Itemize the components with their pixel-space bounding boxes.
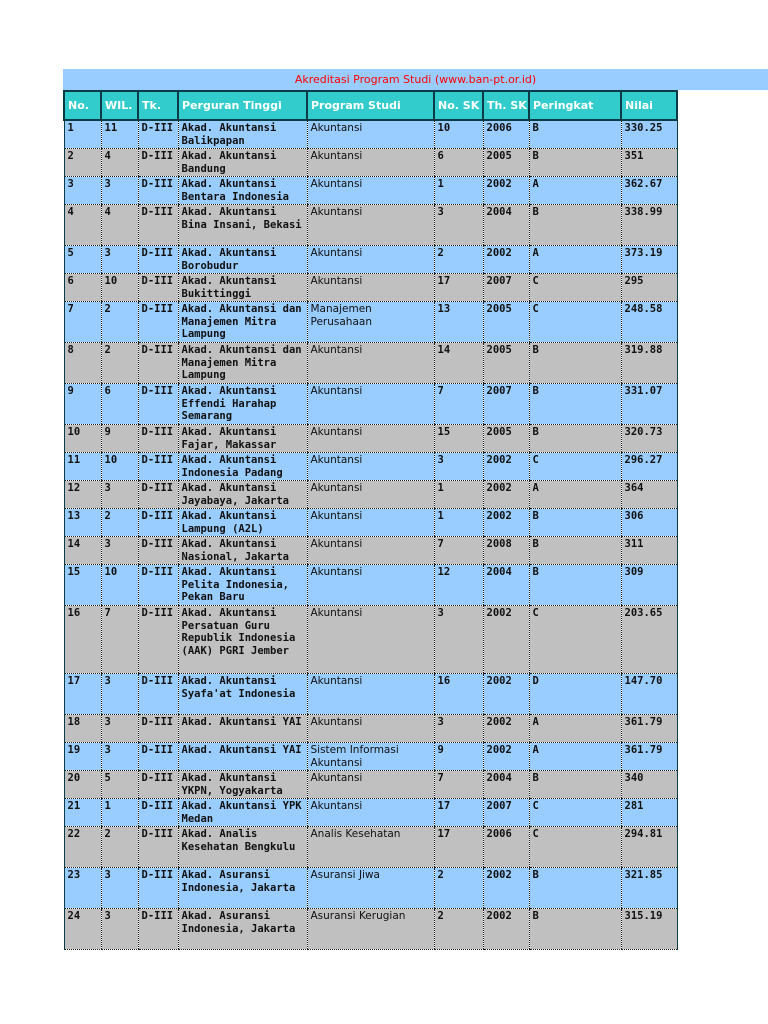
cell-perguruan-tinggi[interactable]: Akad. Akuntansi Bandung: [178, 149, 307, 177]
cell-nilai[interactable]: 296.27: [621, 453, 677, 481]
cell-peringkat[interactable]: C: [529, 827, 621, 868]
cell-peringkat[interactable]: A: [529, 177, 621, 205]
cell-nilai[interactable]: 362.67: [621, 177, 677, 205]
cell-nilai[interactable]: 203.65: [621, 606, 677, 674]
cell-perguruan-tinggi[interactable]: Akad. Akuntansi Persatuan Guru Republik Indonesia (AAK) PGRI Jember: [178, 606, 307, 674]
cell-wil[interactable]: 3: [101, 715, 138, 743]
col-header-no[interactable]: No.: [64, 91, 101, 120]
cell-perguruan-tinggi[interactable]: Akad. Akuntansi Nasional, Jakarta: [178, 537, 307, 565]
accreditation-table: [63, 90, 678, 950]
table-row: [64, 799, 677, 827]
cell-wil[interactable]: 3: [101, 674, 138, 715]
cell-wil[interactable]: 11: [101, 120, 138, 149]
cell-perguruan-tinggi[interactable]: Akad. Akuntansi Bina Insani, Bekasi: [178, 205, 307, 246]
cell-wil[interactable]: 3: [101, 481, 138, 509]
cell-tk[interactable]: D-III: [138, 205, 178, 246]
table-row: [64, 827, 677, 868]
cell-no[interactable]: 18: [64, 715, 101, 743]
cell-peringkat[interactable]: B: [529, 537, 621, 565]
cell-peringkat[interactable]: B: [529, 384, 621, 425]
cell-nilai[interactable]: 351: [621, 149, 677, 177]
cell-th-sk[interactable]: 2006: [483, 120, 529, 149]
cell-no[interactable]: 1: [64, 120, 101, 149]
cell-no-sk[interactable]: 7: [434, 384, 483, 425]
table-row: [64, 674, 677, 715]
cell-peringkat[interactable]: C: [529, 799, 621, 827]
cell-nilai[interactable]: 373.19: [621, 246, 677, 274]
cell-no-sk[interactable]: 3: [434, 205, 483, 246]
cell-nilai[interactable]: 315.19: [621, 909, 677, 950]
cell-no[interactable]: 15: [64, 565, 101, 606]
cell-no-sk[interactable]: 1: [434, 177, 483, 205]
cell-peringkat[interactable]: D: [529, 674, 621, 715]
cell-program-studi[interactable]: Akuntansi: [307, 177, 434, 205]
cell-program-studi[interactable]: Manajemen Perusahaan: [307, 302, 434, 343]
cell-peringkat[interactable]: B: [529, 565, 621, 606]
cell-th-sk[interactable]: 2002: [483, 743, 529, 771]
cell-wil[interactable]: 3: [101, 177, 138, 205]
cell-tk[interactable]: D-III: [138, 715, 178, 743]
cell-peringkat[interactable]: C: [529, 274, 621, 302]
table-row: [64, 868, 677, 909]
cell-th-sk[interactable]: 2006: [483, 827, 529, 868]
cell-th-sk[interactable]: 2008: [483, 537, 529, 565]
cell-no-sk[interactable]: 2: [434, 868, 483, 909]
col-header-tk[interactable]: Tk.: [138, 91, 178, 120]
cell-program-studi[interactable]: Akuntansi: [307, 715, 434, 743]
cell-no[interactable]: 8: [64, 343, 101, 384]
cell-th-sk[interactable]: 2004: [483, 205, 529, 246]
cell-th-sk[interactable]: 2002: [483, 177, 529, 205]
cell-nilai[interactable]: 331.07: [621, 384, 677, 425]
cell-no-sk[interactable]: 2: [434, 246, 483, 274]
cell-no-sk[interactable]: 17: [434, 827, 483, 868]
cell-wil[interactable]: 10: [101, 453, 138, 481]
cell-nilai[interactable]: 294.81: [621, 827, 677, 868]
cell-program-studi[interactable]: Akuntansi: [307, 799, 434, 827]
cell-peringkat[interactable]: B: [529, 425, 621, 453]
cell-no[interactable]: 19: [64, 743, 101, 771]
table-row: [64, 343, 677, 384]
cell-tk[interactable]: D-III: [138, 120, 178, 149]
table-row: [64, 453, 677, 481]
cell-no-sk[interactable]: 2: [434, 909, 483, 950]
cell-tk[interactable]: D-III: [138, 481, 178, 509]
cell-th-sk[interactable]: 2002: [483, 246, 529, 274]
cell-th-sk[interactable]: 2002: [483, 453, 529, 481]
table-row: [64, 149, 677, 177]
cell-program-studi[interactable]: Akuntansi: [307, 481, 434, 509]
cell-program-studi[interactable]: Akuntansi: [307, 120, 434, 149]
cell-program-studi[interactable]: Akuntansi: [307, 205, 434, 246]
cell-perguruan-tinggi[interactable]: Akad. Akuntansi YAI: [178, 715, 307, 743]
cell-perguruan-tinggi[interactable]: Akad. Asuransi Indonesia, Jakarta: [178, 909, 307, 950]
cell-peringkat[interactable]: A: [529, 715, 621, 743]
cell-no[interactable]: 13: [64, 509, 101, 537]
cell-th-sk[interactable]: 2007: [483, 799, 529, 827]
cell-wil[interactable]: 10: [101, 274, 138, 302]
table-row: [64, 384, 677, 425]
cell-program-studi[interactable]: Akuntansi: [307, 453, 434, 481]
table-row: [64, 302, 677, 343]
cell-wil[interactable]: 3: [101, 743, 138, 771]
cell-nilai[interactable]: 330.25: [621, 120, 677, 149]
cell-wil[interactable]: 6: [101, 384, 138, 425]
table-row: [64, 177, 677, 205]
cell-tk[interactable]: D-III: [138, 674, 178, 715]
cell-no[interactable]: 9: [64, 384, 101, 425]
cell-no-sk[interactable]: 7: [434, 771, 483, 799]
cell-program-studi[interactable]: Akuntansi: [307, 565, 434, 606]
cell-program-studi[interactable]: Akuntansi: [307, 246, 434, 274]
cell-wil[interactable]: 9: [101, 425, 138, 453]
cell-tk[interactable]: D-III: [138, 827, 178, 868]
cell-perguruan-tinggi[interactable]: Akad. Akuntansi Syafa'at Indonesia: [178, 674, 307, 715]
cell-wil[interactable]: 2: [101, 509, 138, 537]
cell-tk[interactable]: D-III: [138, 425, 178, 453]
cell-peringkat[interactable]: B: [529, 343, 621, 384]
cell-program-studi[interactable]: Akuntansi: [307, 149, 434, 177]
cell-peringkat[interactable]: B: [529, 509, 621, 537]
cell-program-studi[interactable]: Asuransi Jiwa: [307, 868, 434, 909]
cell-th-sk[interactable]: 2005: [483, 149, 529, 177]
cell-nilai[interactable]: 340: [621, 771, 677, 799]
table-row: [64, 537, 677, 565]
table-row: [64, 246, 677, 274]
cell-no[interactable]: 3: [64, 177, 101, 205]
cell-wil[interactable]: 5: [101, 771, 138, 799]
cell-perguruan-tinggi[interactable]: Akad. Akuntansi YPK Medan: [178, 799, 307, 827]
cell-th-sk[interactable]: 2005: [483, 302, 529, 343]
cell-tk[interactable]: D-III: [138, 384, 178, 425]
cell-nilai[interactable]: 309: [621, 565, 677, 606]
cell-program-studi[interactable]: Akuntansi: [307, 425, 434, 453]
cell-program-studi[interactable]: Akuntansi: [307, 274, 434, 302]
cell-wil[interactable]: 4: [101, 149, 138, 177]
cell-th-sk[interactable]: 2005: [483, 425, 529, 453]
cell-nilai[interactable]: 319.88: [621, 343, 677, 384]
cell-tk[interactable]: D-III: [138, 799, 178, 827]
cell-perguruan-tinggi[interactable]: Akad. Akuntansi Jayabaya, Jakarta: [178, 481, 307, 509]
cell-perguruan-tinggi[interactable]: Akad. Akuntansi Pelita Indonesia, Pekan Baru: [178, 565, 307, 606]
cell-tk[interactable]: D-III: [138, 909, 178, 950]
cell-no[interactable]: 17: [64, 674, 101, 715]
cell-no-sk[interactable]: 10: [434, 120, 483, 149]
cell-th-sk[interactable]: 2007: [483, 384, 529, 425]
cell-tk[interactable]: D-III: [138, 343, 178, 384]
cell-no-sk[interactable]: 3: [434, 715, 483, 743]
cell-nilai[interactable]: 311: [621, 537, 677, 565]
cell-perguruan-tinggi[interactable]: Akad. Akuntansi Balikpapan: [178, 120, 307, 149]
cell-wil[interactable]: 3: [101, 909, 138, 950]
cell-no-sk[interactable]: 17: [434, 799, 483, 827]
cell-wil[interactable]: 1: [101, 799, 138, 827]
cell-tk[interactable]: D-III: [138, 274, 178, 302]
cell-perguruan-tinggi[interactable]: Akad. Analis Kesehatan Bengkulu: [178, 827, 307, 868]
cell-peringkat[interactable]: B: [529, 205, 621, 246]
cell-tk[interactable]: D-III: [138, 453, 178, 481]
cell-perguruan-tinggi[interactable]: Akad. Akuntansi Fajar, Makassar: [178, 425, 307, 453]
cell-no[interactable]: 24: [64, 909, 101, 950]
cell-program-studi[interactable]: Akuntansi: [307, 771, 434, 799]
cell-wil[interactable]: 3: [101, 246, 138, 274]
cell-nilai[interactable]: 361.79: [621, 743, 677, 771]
cell-peringkat[interactable]: A: [529, 743, 621, 771]
cell-perguruan-tinggi[interactable]: Akad. Akuntansi Indonesia Padang: [178, 453, 307, 481]
cell-no[interactable]: 2: [64, 149, 101, 177]
col-header-program-studi[interactable]: Program Studi: [307, 91, 434, 120]
cell-peringkat[interactable]: B: [529, 120, 621, 149]
table-row: [64, 715, 677, 743]
cell-wil[interactable]: 2: [101, 343, 138, 384]
cell-wil[interactable]: 3: [101, 537, 138, 565]
cell-th-sk[interactable]: 2002: [483, 715, 529, 743]
cell-perguruan-tinggi[interactable]: Akad. Akuntansi Bentara Indonesia: [178, 177, 307, 205]
cell-tk[interactable]: D-III: [138, 509, 178, 537]
cell-nilai[interactable]: 147.70: [621, 674, 677, 715]
cell-perguruan-tinggi[interactable]: Akad. Akuntansi YKPN, Yogyakarta: [178, 771, 307, 799]
cell-nilai[interactable]: 321.85: [621, 868, 677, 909]
cell-program-studi[interactable]: Analis Kesehatan: [307, 827, 434, 868]
cell-no-sk[interactable]: 1: [434, 509, 483, 537]
cell-peringkat[interactable]: C: [529, 606, 621, 674]
cell-no[interactable]: 4: [64, 205, 101, 246]
col-header-perguruan-tinggi[interactable]: Perguran Tinggi: [178, 91, 307, 120]
cell-program-studi[interactable]: Akuntansi: [307, 606, 434, 674]
cell-nilai[interactable]: 361.79: [621, 715, 677, 743]
cell-no[interactable]: 23: [64, 868, 101, 909]
cell-tk[interactable]: D-III: [138, 606, 178, 674]
cell-no[interactable]: 6: [64, 274, 101, 302]
cell-tk[interactable]: D-III: [138, 868, 178, 909]
cell-nilai[interactable]: 295: [621, 274, 677, 302]
cell-peringkat[interactable]: B: [529, 149, 621, 177]
cell-no-sk[interactable]: 15: [434, 425, 483, 453]
cell-th-sk[interactable]: 2002: [483, 868, 529, 909]
table-row: [64, 425, 677, 453]
cell-wil[interactable]: 3: [101, 868, 138, 909]
cell-th-sk[interactable]: 2002: [483, 606, 529, 674]
col-header-th-sk[interactable]: Th. SK: [483, 91, 529, 120]
cell-no-sk[interactable]: 6: [434, 149, 483, 177]
cell-perguruan-tinggi[interactable]: Akad. Akuntansi Bukittinggi: [178, 274, 307, 302]
cell-no[interactable]: 14: [64, 537, 101, 565]
cell-perguruan-tinggi[interactable]: Akad. Akuntansi YAI: [178, 743, 307, 771]
cell-no-sk[interactable]: 3: [434, 453, 483, 481]
cell-peringkat[interactable]: C: [529, 302, 621, 343]
cell-program-studi[interactable]: Sistem Informasi Akuntansi: [307, 743, 434, 771]
col-header-peringkat[interactable]: Peringkat: [529, 91, 621, 120]
cell-th-sk[interactable]: 2002: [483, 481, 529, 509]
cell-no-sk[interactable]: 12: [434, 565, 483, 606]
cell-tk[interactable]: D-III: [138, 771, 178, 799]
cell-perguruan-tinggi[interactable]: Akad. Asuransi Indonesia, Jakarta: [178, 868, 307, 909]
cell-perguruan-tinggi[interactable]: Akad. Akuntansi Borobudur: [178, 246, 307, 274]
cell-tk[interactable]: D-III: [138, 177, 178, 205]
cell-program-studi[interactable]: Akuntansi: [307, 537, 434, 565]
cell-no-sk[interactable]: 7: [434, 537, 483, 565]
cell-no-sk[interactable]: 13: [434, 302, 483, 343]
spreadsheet: [63, 69, 768, 950]
cell-th-sk[interactable]: 2007: [483, 274, 529, 302]
cell-wil[interactable]: 2: [101, 827, 138, 868]
cell-wil[interactable]: 2: [101, 302, 138, 343]
cell-th-sk[interactable]: 2005: [483, 343, 529, 384]
cell-perguruan-tinggi[interactable]: Akad. Akuntansi Effendi Harahap Semarang: [178, 384, 307, 425]
cell-th-sk[interactable]: 2004: [483, 565, 529, 606]
cell-no-sk[interactable]: 17: [434, 274, 483, 302]
cell-perguruan-tinggi[interactable]: Akad. Akuntansi Lampung (A2L): [178, 509, 307, 537]
cell-no[interactable]: 22: [64, 827, 101, 868]
cell-tk[interactable]: D-III: [138, 149, 178, 177]
cell-peringkat[interactable]: C: [529, 453, 621, 481]
cell-peringkat[interactable]: A: [529, 481, 621, 509]
cell-program-studi[interactable]: Asuransi Kerugian: [307, 909, 434, 950]
cell-no-sk[interactable]: 14: [434, 343, 483, 384]
cell-th-sk[interactable]: 2002: [483, 909, 529, 950]
cell-no-sk[interactable]: 16: [434, 674, 483, 715]
sheet-title: Akreditasi Program Studi (www.ban-pt.or.id): [63, 69, 768, 90]
cell-no[interactable]: 5: [64, 246, 101, 274]
cell-tk[interactable]: D-III: [138, 537, 178, 565]
cell-no-sk[interactable]: 1: [434, 481, 483, 509]
cell-tk[interactable]: D-III: [138, 246, 178, 274]
cell-peringkat[interactable]: A: [529, 246, 621, 274]
table-row: [64, 481, 677, 509]
cell-nilai[interactable]: 338.99: [621, 205, 677, 246]
cell-peringkat[interactable]: B: [529, 868, 621, 909]
col-header-no-sk[interactable]: No. SK: [434, 91, 483, 120]
cell-tk[interactable]: D-III: [138, 743, 178, 771]
col-header-wil[interactable]: WIL.: [101, 91, 138, 120]
cell-perguruan-tinggi[interactable]: Akad. Akuntansi dan Manajemen Mitra Lampung: [178, 302, 307, 343]
table-row: [64, 743, 677, 771]
cell-no[interactable]: 21: [64, 799, 101, 827]
cell-no[interactable]: 20: [64, 771, 101, 799]
cell-tk[interactable]: D-III: [138, 302, 178, 343]
cell-nilai[interactable]: 306: [621, 509, 677, 537]
cell-perguruan-tinggi[interactable]: Akad. Akuntansi dan Manajemen Mitra Lampung: [178, 343, 307, 384]
cell-no[interactable]: 11: [64, 453, 101, 481]
cell-nilai[interactable]: 281: [621, 799, 677, 827]
table-row: [64, 509, 677, 537]
cell-program-studi[interactable]: Akuntansi: [307, 509, 434, 537]
cell-peringkat[interactable]: B: [529, 909, 621, 950]
cell-no-sk[interactable]: 3: [434, 606, 483, 674]
cell-no[interactable]: 7: [64, 302, 101, 343]
table-row: [64, 909, 677, 950]
cell-no-sk[interactable]: 9: [434, 743, 483, 771]
cell-program-studi[interactable]: Akuntansi: [307, 343, 434, 384]
table-row: [64, 606, 677, 674]
cell-program-studi[interactable]: Akuntansi: [307, 384, 434, 425]
cell-nilai[interactable]: 364: [621, 481, 677, 509]
table-row: [64, 205, 677, 246]
cell-tk[interactable]: D-III: [138, 565, 178, 606]
cell-wil[interactable]: 10: [101, 565, 138, 606]
table-row: [64, 120, 677, 149]
cell-th-sk[interactable]: 2002: [483, 509, 529, 537]
cell-th-sk[interactable]: 2004: [483, 771, 529, 799]
cell-program-studi[interactable]: Akuntansi: [307, 674, 434, 715]
table-row: [64, 274, 677, 302]
cell-wil[interactable]: 4: [101, 205, 138, 246]
cell-wil[interactable]: 7: [101, 606, 138, 674]
cell-peringkat[interactable]: B: [529, 771, 621, 799]
table-row: [64, 771, 677, 799]
cell-th-sk[interactable]: 2002: [483, 674, 529, 715]
cell-nilai[interactable]: 320.73: [621, 425, 677, 453]
cell-no[interactable]: 10: [64, 425, 101, 453]
cell-no[interactable]: 16: [64, 606, 101, 674]
col-header-nilai[interactable]: Nilai: [621, 91, 677, 120]
table-row: [64, 565, 677, 606]
cell-nilai[interactable]: 248.58: [621, 302, 677, 343]
cell-no[interactable]: 12: [64, 481, 101, 509]
header-row: [64, 91, 677, 120]
